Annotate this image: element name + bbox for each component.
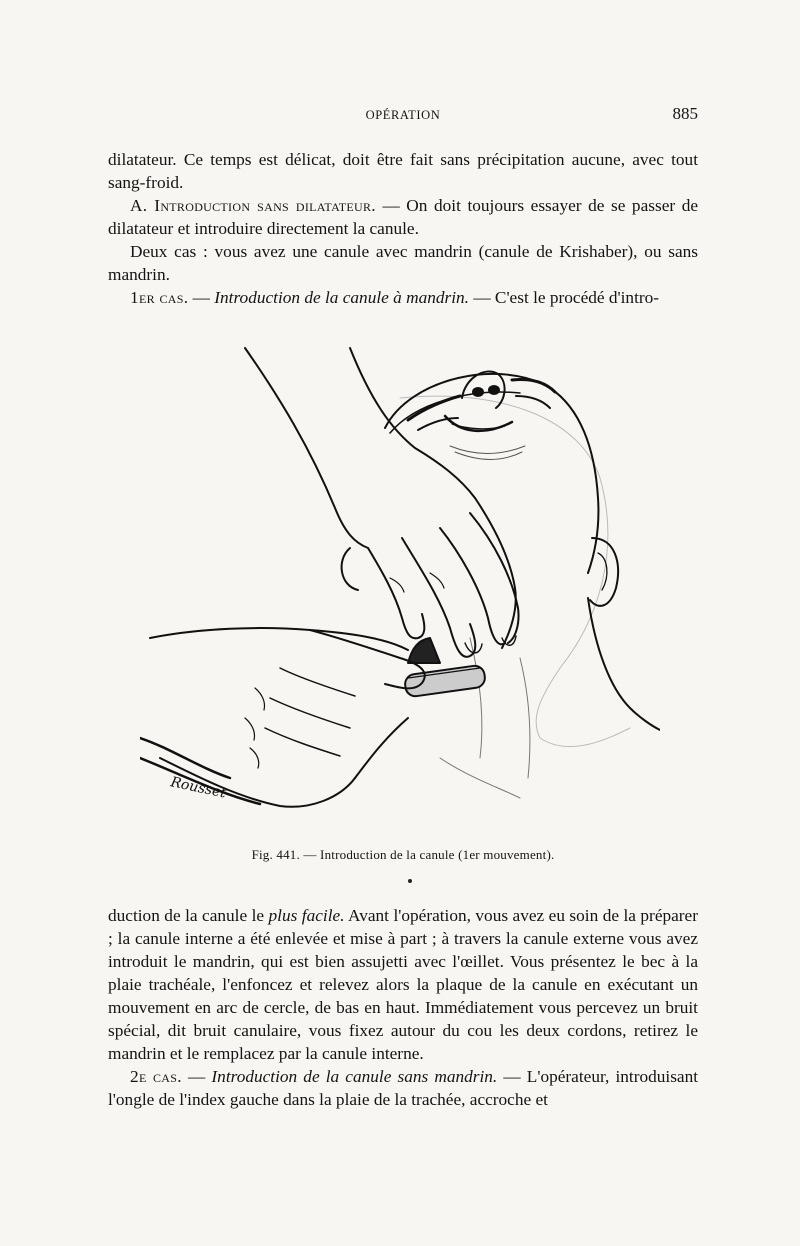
paragraph-text: — On doit toujours essayer de se passer de dilatateur et introduire directement la canule.: [108, 196, 699, 238]
running-title: OPÉRATION: [365, 108, 441, 122]
paragraph: dilatateur. Ce temps est délicat, doit être fait sans précipitation aucune, avec tout sang-froid.: [108, 150, 698, 192]
paragraph: [108, 194, 698, 240]
engraving-hands-inserting-cannula: [140, 338, 660, 818]
section-label: A. Introduction sans dilatateur.: [130, 196, 376, 215]
paragraph: [108, 1065, 698, 1111]
case-title: Introduction de la canule à mandrin.: [214, 288, 469, 307]
emphasis: plus facile.: [268, 906, 345, 925]
artist-signature: Rousset: [169, 774, 228, 802]
figure-illustration: [140, 338, 660, 818]
text-block-bottom: [108, 904, 698, 1111]
stray-mark: [408, 879, 412, 883]
paragraph: Deux cas : vous avez une canule avec mandrin (canule de Krishaber), ou sans mandrin.: [108, 242, 698, 284]
dash: —: [188, 288, 215, 307]
page-number: 885: [672, 104, 698, 123]
paragraph-text: — L'opérateur, introduisant l'ongle de l'index gauche dans la plaie de la trachée, accroche et: [108, 1067, 699, 1109]
figure-caption: Fig. 441. — Introduction de la canule (1er mouvement).: [251, 847, 555, 862]
paragraph: [108, 904, 698, 1065]
page-header: [108, 104, 698, 128]
text-block-top: [108, 148, 698, 309]
case-label: 2e cas.: [130, 1067, 182, 1086]
paragraph-text: Avant l'opération, vous avez eu soin de la préparer ; la canule interne a été enlevée et mise à part ; à travers la canule externe vous avez introduit le mandrin, qui est bien assujetti avec l'œillet. Vous présentez le bec à la plaie trachéale, l'enfoncez et relevez alors la plaque de la canule en exécutant un mouvement en arc de cercle, de bas en haut. Immédiatement vous percevez un bruit spécial, dit bruit canulaire, vous fixez autour du cou les deux cordons, retirez le mandrin et le remplacez par la canule interne.: [108, 906, 698, 1063]
dash: —: [181, 1067, 212, 1086]
case-label: 1er cas.: [130, 288, 189, 307]
paragraph-text: duction de la canule le: [108, 906, 269, 925]
paragraph: [108, 286, 698, 309]
case-title: Introduction de la canule sans mandrin.: [211, 1067, 498, 1086]
paragraph-text: — C'est le procédé d'intro-: [469, 288, 660, 307]
